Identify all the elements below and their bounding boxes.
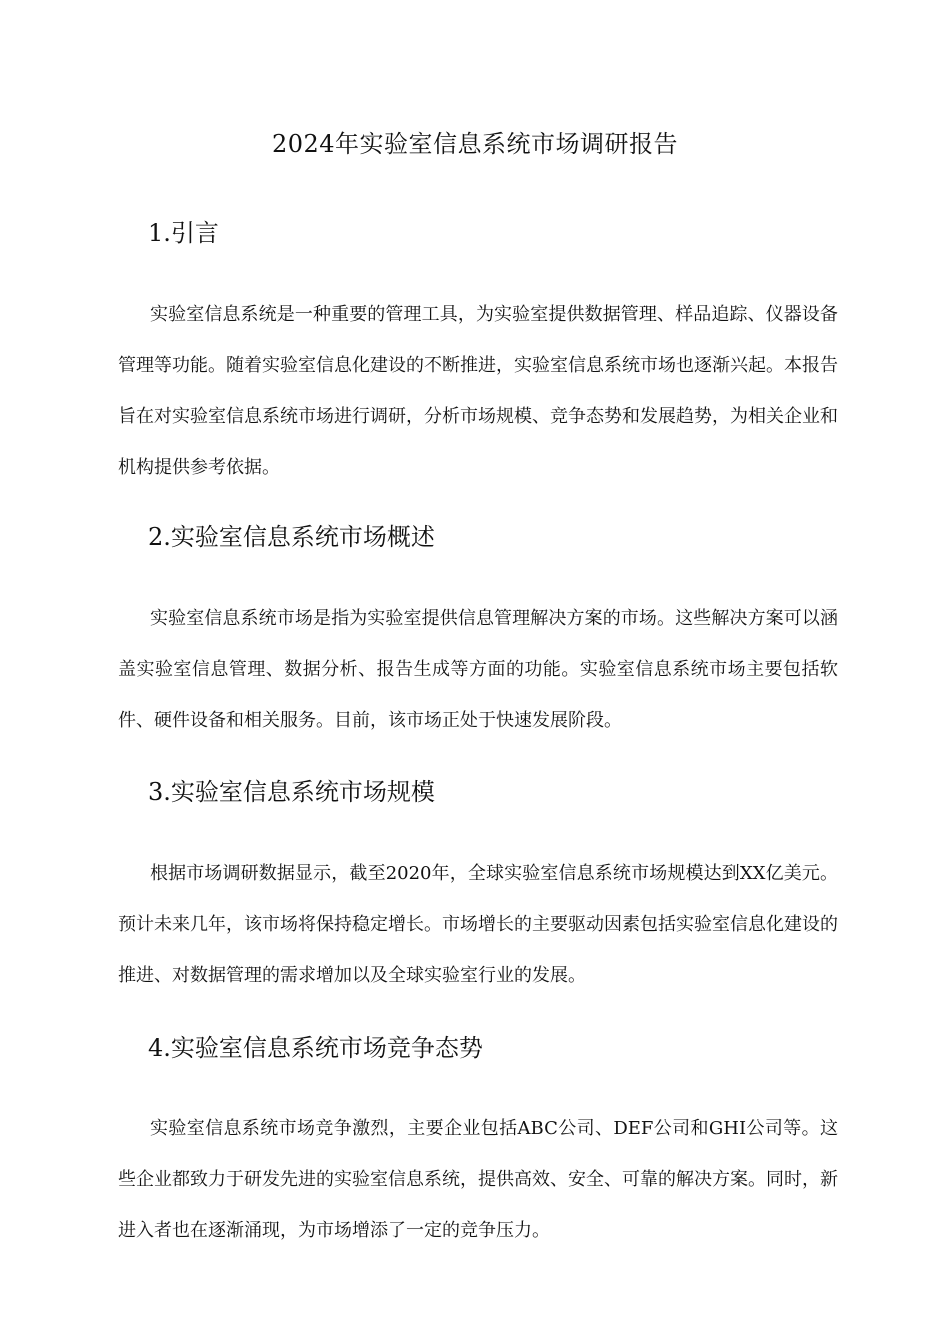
section-body-market-size: 根据市场调研数据显示，截至2020年，全球实验室信息系统市场规模达到XX亿美元。预计未来几年，该市场将保持稳定增长。市场增长的主要驱动因素包括实验室信息化建设的推进、对数据管理的需求增加以及全球实验室行业的发展。 [118,863,838,986]
section-heading-competition: 4.实验室信息系统市场竞争态势 [148,1034,483,1062]
section-heading-introduction: 1.引言 [148,219,219,247]
section-body-competition: 实验室信息系统市场竞争激烈，主要企业包括ABC公司、DEF公司和GHI公司等。这些企业都致力于研发先进的实验室信息系统，提供高效、安全、可靠的解决方案。同时，新进入者也在逐渐涌现，为市场增添了一定的竞争压力。 [118,1118,838,1241]
section-body-market-overview: 实验室信息系统市场是指为实验室提供信息管理解决方案的市场。这些解决方案可以涵盖实验室信息管理、数据分析、报告生成等方面的功能。实验室信息系统市场主要包括软件、硬件设备和相关服务。目前，该市场正处于快速发展阶段。 [118,608,838,731]
section-body-introduction: 实验室信息系统是一种重要的管理工具，为实验室提供数据管理、样品追踪、仪器设备管理等功能。随着实验室信息化建设的不断推进，实验室信息系统市场也逐渐兴起。本报告旨在对实验室信息系统市场进行调研，分析市场规模、竞争态势和发展趋势，为相关企业和机构提供参考依据。 [118,304,838,478]
document-title: 2024年实验室信息系统市场调研报告 [271,130,679,158]
section-heading-market-size: 3.实验室信息系统市场规模 [148,778,435,806]
section-heading-market-overview: 2.实验室信息系统市场概述 [148,523,435,551]
